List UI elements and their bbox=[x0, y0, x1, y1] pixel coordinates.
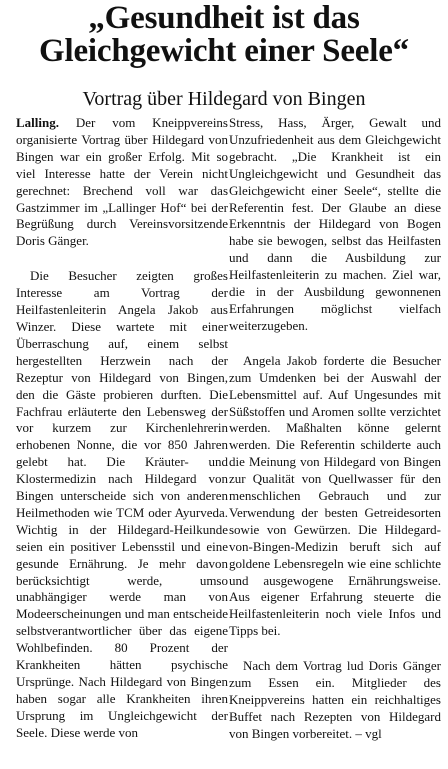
paragraph-4-text: Nach dem Vortrag lud Doris Gänger zum Essen ein. Mitglieder des Kneippvereins hatten ein reichhaltiges Buffet nach Rezepten von Hildegard von Bingen vorbereitet. bbox=[229, 658, 441, 741]
headline-line-1: „Gesundheit ist das bbox=[88, 0, 360, 36]
headline bbox=[0, 2, 448, 68]
article-paragraph-1 bbox=[16, 115, 228, 250]
subheadline: Vortrag über Hildegard von Bingen bbox=[82, 88, 366, 110]
article-paragraph-2: Die Besucher zeigten großes Interesse am Vortrag der Heilfastenleiterin Angela Jakob aus Winzer. Diese wartete mit einer Überraschung auf, einem selbst hergestellten Herzwein nach der Rezeptur von Hildegard von Bingen, den die Gäste probieren durften. Die Fachfrau erläuterte den Lebensweg der vor kurzem zur Kirchenlehrerin erhobenen Nonne, die vor 850 Jahren gelebt hat. Die Kräuter- und Klostermedizin nach Hildegard von Bingen unterscheide sich von anderen Heilmethoden wie TCM oder Ayurveda. Wichtig in der Hildegard-Heilkunde seien ein positiver Lebensstil und eine gesunde Ernährung. Je mehr davon berücksichtigt werde, umso unabhängiger werde man von Modeerscheinungen und man entscheide selbstverantwortlicher über das eigene Wohlbefinden. 80 Prozent der Krankheiten hätten psychische Ursprünge. Nach Hildegard von Bingen haben sogar alle Krankheiten ihren Ursprung im Ungleichgewicht der Seele. Diese werde von bbox=[16, 268, 228, 740]
author-signature: – vgl bbox=[355, 725, 382, 741]
article-paragraph-3: Angela Jakob forderte die Besucher zum Umdenken bei der Auswahl der Lebensmittel auf. Auf Ungesundes mit Süßstoffen und Aromen sollte verzichtet werden. Maßhalten könne gelernt werden. Die Referentin schilderte auch die Meinung von Hildegard von Bingen zur Qualität von Quellwasser für den menschlichen Gebrauch und zur Verwendung der besten Getreidesorten sowie von Gewürzen. Die Hildegard-von-Bingen-Medizin beruft sich auf goldene Lebensregeln wie eine schlichte und ausgewogene Ernährungsweise. Aus eigener Erfahrung steuerte die Heilfastenleiterin noch viele Infos und Tipps bei. bbox=[229, 352, 441, 639]
article-column-left bbox=[16, 115, 228, 760]
headline-line-2: Gleichgewicht einer Seele“ bbox=[39, 33, 409, 69]
article-column-right bbox=[229, 115, 441, 743]
article-paragraph-4 bbox=[229, 658, 441, 743]
article-paragraph-2-continued: Stress, Hass, Ärger, Gewalt und Unzufriedenheit aus dem Gleichgewicht gebracht. „Die Krankheit ist ein Ungleichgewicht und Gesundheit das Gleichgewicht einer Seele“, stellte die Referentin fest. Der Glaube an diese Erkenntnis der Hildegard von Bogen habe sie bewogen, selbst das Heilfasten und dann die Ausbildung zur Heilfastenleiterin zu machen. Ziel war, die in der Ausbildung gewonnenen Erfahrungen möglichst vielfach weiterzugeben. bbox=[229, 115, 441, 333]
dateline: Lalling. bbox=[16, 115, 59, 130]
paragraph-1-text: Der vom Kneippvereins organisierte Vortrag über Hildegard von Bingen war ein großer Erfolg. Mit so viel Interesse hatte der Verein nicht gerechnet: Brechend voll war das Gastzimmer im „Lallinger Hof“ bei der Begrüßung durch Vereinsvorsitzende Doris Gänger. bbox=[16, 115, 228, 249]
